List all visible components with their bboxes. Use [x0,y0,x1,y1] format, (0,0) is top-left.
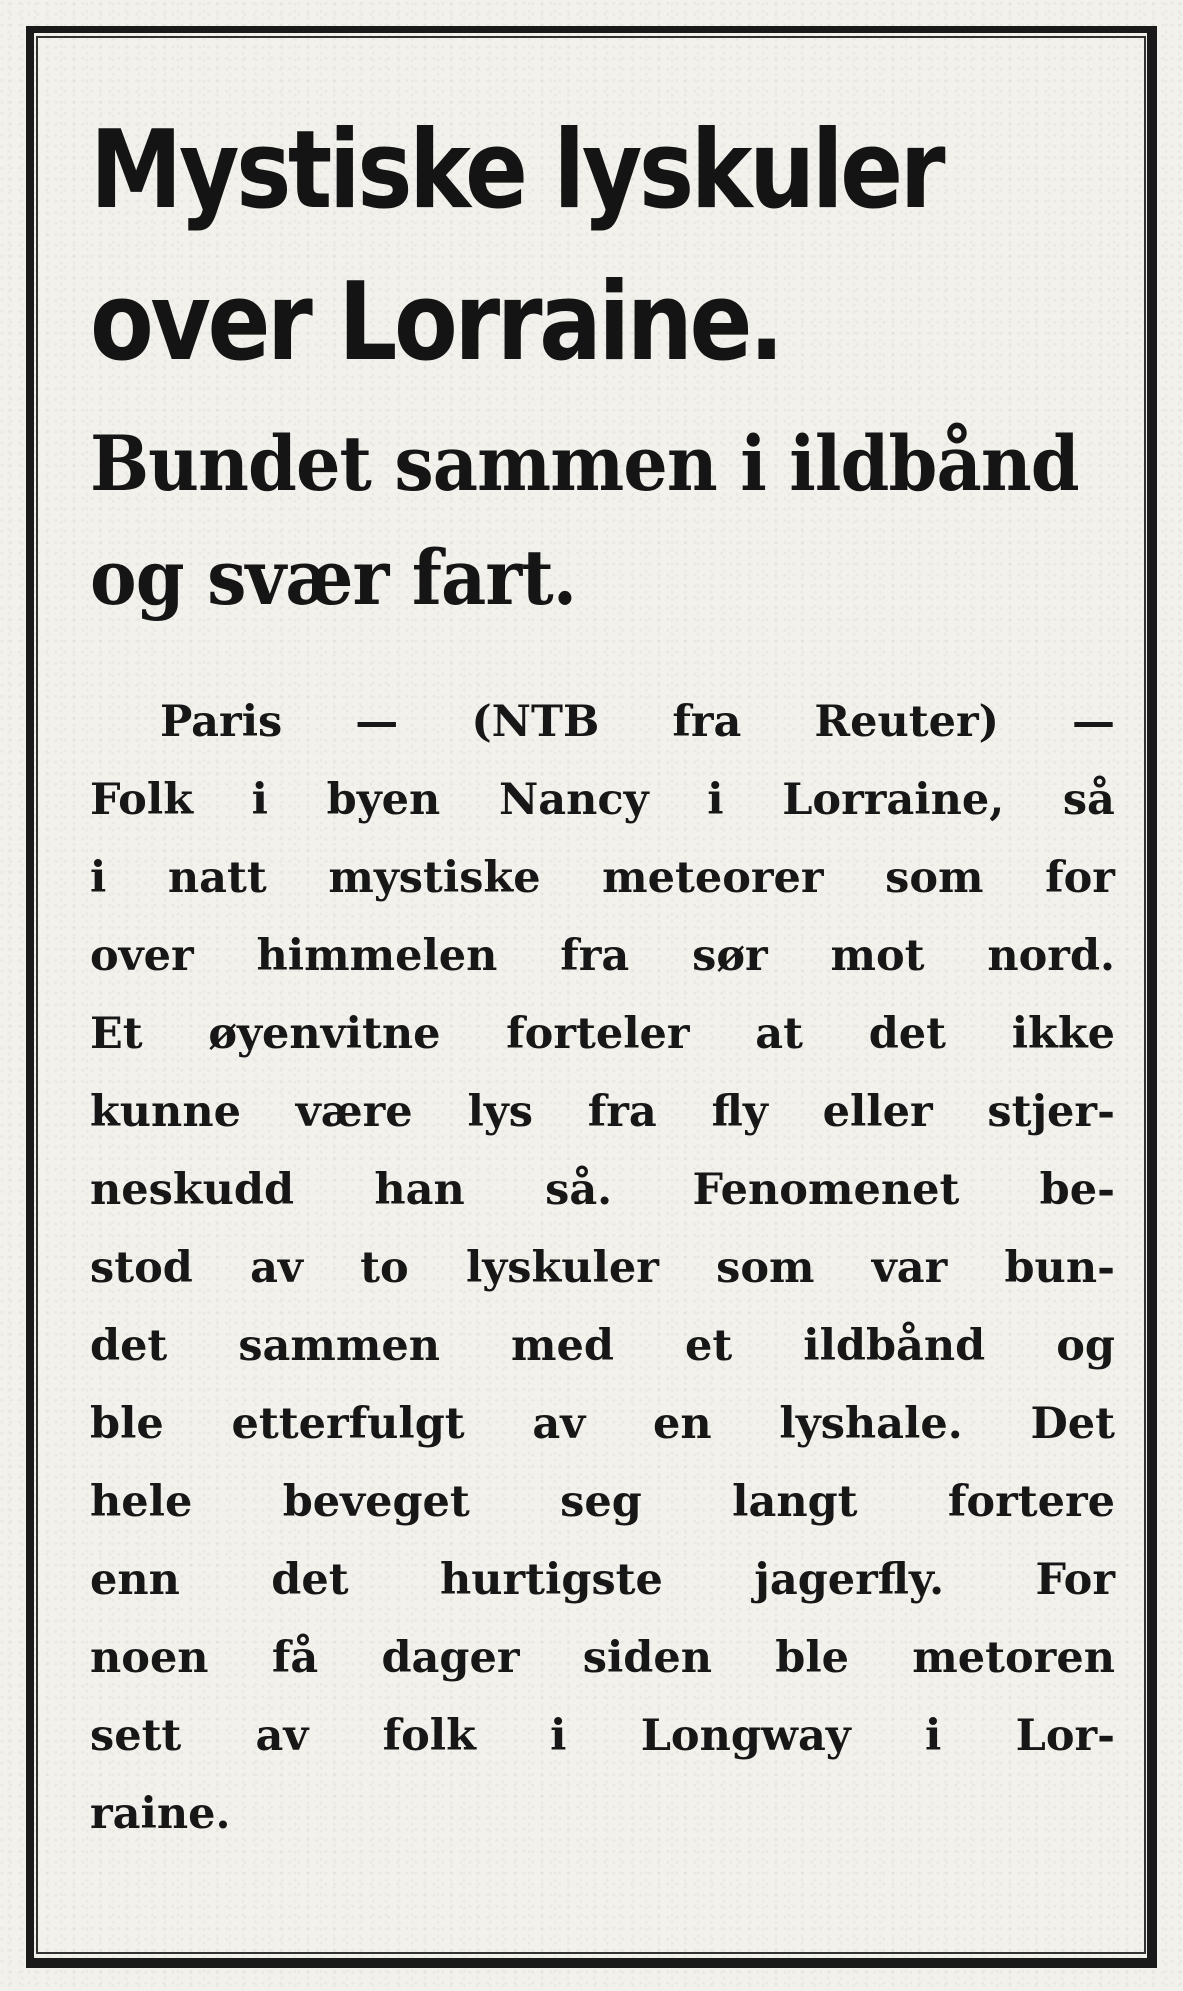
headline-line-2: over Lorraine. [90,260,781,385]
headline-line-1: Mystiske lyskuler [90,108,943,233]
body-word: og [1056,1321,1115,1371]
body-word: kunne [90,1087,241,1137]
body-word: eller [822,1087,933,1137]
body-word: i [251,775,268,825]
body-word: i [925,1711,942,1761]
body-line [90,1697,1115,1775]
body-word: etterfulgt [231,1399,465,1449]
body-word: av [250,1243,303,1293]
article [90,95,1115,1853]
article-body [90,683,1115,1853]
body-word: hele [90,1477,193,1527]
body-word: at [755,1009,803,1059]
body-word: få [271,1633,319,1683]
body-line [90,1385,1115,1463]
body-line [90,1151,1115,1229]
body-line [90,1073,1115,1151]
body-word: det [868,1009,946,1059]
body-line [90,1463,1115,1541]
body-word: byen [326,775,441,825]
body-word: dager [381,1633,520,1683]
body-word: forteler [506,1009,690,1059]
body-word: så. [545,1165,613,1215]
body-word: være [295,1087,413,1137]
body-word: bun- [1004,1243,1115,1293]
body-word: Lor- [1015,1711,1115,1761]
body-word: Lorraine, [782,775,1005,825]
body-word: fra [672,697,742,747]
body-word: Nancy [498,775,649,825]
body-word: jagerfly. [754,1555,945,1605]
body-word: som [885,853,984,903]
body-line [90,1541,1115,1619]
body-word: folk [382,1711,476,1761]
body-word: sammen [238,1321,441,1371]
body-word: lyskuler [465,1243,659,1293]
body-word: mystiske [328,853,541,903]
body-word: som [716,1243,815,1293]
body-word: en [653,1399,712,1449]
body-word: stod [90,1243,193,1293]
body-word: siden [582,1633,712,1683]
body-word: raine. [90,1789,231,1839]
body-line [90,1307,1115,1385]
body-word: beveget [282,1477,470,1527]
body-word: av [532,1399,586,1449]
body-word: over [90,931,194,981]
body-word: Paris [160,697,283,747]
body-word: for [1045,853,1115,903]
body-word: natt [167,853,267,903]
body-word: sør [692,931,768,981]
body-word: øyenvitne [208,1009,441,1059]
body-line [90,1619,1115,1697]
body-word: enn [90,1555,180,1605]
body-word: (NTB [471,697,600,747]
body-word: så [1062,775,1115,825]
body-word: ildbånd [803,1321,986,1371]
body-word: han [374,1165,465,1215]
body-word: ble [90,1399,164,1449]
body-word: mot [830,931,925,981]
body-word: med [511,1321,614,1371]
body-word: Et [90,1009,143,1059]
body-word: det [271,1555,349,1605]
body-word: i [550,1711,567,1761]
body-word: fra [560,931,630,981]
body-line [90,917,1115,995]
body-word: langt [732,1477,858,1527]
body-word: nord. [987,931,1115,981]
body-word: seg [560,1477,642,1527]
body-line [90,839,1115,917]
body-line [90,995,1115,1073]
body-word: fly [711,1087,768,1137]
body-word: metoren [912,1633,1115,1683]
subheadline-line-2: og svær fart. [90,533,577,622]
body-word: meteorer [602,853,824,903]
body-word: — [1072,697,1115,747]
body-line [90,761,1115,839]
body-word: noen [90,1633,209,1683]
body-word: av [255,1711,309,1761]
body-word: lyshale. [779,1399,963,1449]
body-word: i [707,775,724,825]
body-word: — [355,697,399,747]
body-word: to [360,1243,409,1293]
body-word: lys [467,1087,533,1137]
body-line [90,1229,1115,1307]
body-word: hurtigste [440,1555,663,1605]
body-word: Folk [90,775,193,825]
body-word: Det [1030,1399,1115,1449]
body-word: neskudd [90,1165,295,1215]
body-word: ikke [1011,1009,1115,1059]
body-line [90,683,1115,761]
body-word: be- [1039,1165,1115,1215]
subheadline-line-1: Bundet sammen i ildbånd [90,419,1079,508]
body-word: det [90,1321,168,1371]
body-line [90,1775,1115,1853]
body-word: Fenomenet [692,1165,960,1215]
body-word: For [1035,1555,1115,1605]
body-word: var [871,1243,948,1293]
body-word: stjer- [987,1087,1115,1137]
body-word: i [90,853,107,903]
body-word: Longway [640,1711,851,1761]
body-word: fortere [947,1477,1115,1527]
body-word: et [684,1321,733,1371]
body-word: himmelen [256,931,498,981]
body-word: fra [587,1087,657,1137]
body-word: ble [775,1633,850,1683]
body-word: sett [90,1711,182,1761]
body-word: Reuter) [814,697,999,747]
